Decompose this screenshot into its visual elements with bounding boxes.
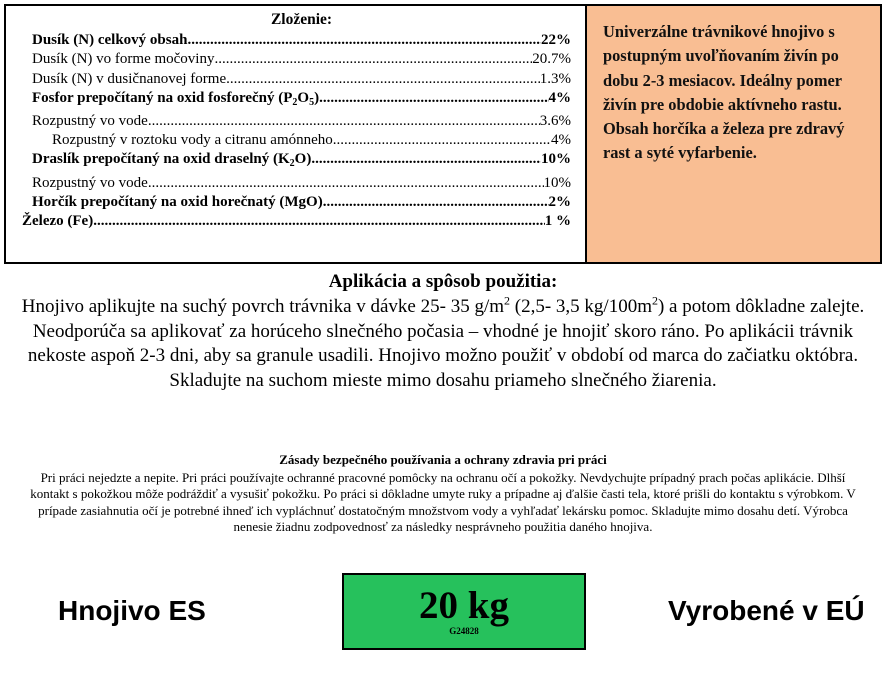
composition-row bbox=[32, 112, 571, 131]
superscript: 2 bbox=[504, 293, 511, 308]
row-label: Dusík (N) vo forme močoviny bbox=[32, 51, 215, 68]
composition-row bbox=[32, 31, 571, 50]
safety-text: Pri práci nejedzte a nepite. Pri práci používajte ochranné pracovné pomôcky na ochranu očí a pokožky. Nevdychujte prípadný prach počas aplikácie. Dlhší kontakt s pokožkou môže podráždiť a vysušiť pokožku. Po práci si dôkladne umyte ruky a prípadne aj ďalšie časti tela, ktoré prišli do kontaktu s výrobkom. V prípade zasiahnutia očí je potrebné ihneď ich vypláchnuť dostatočným množstvom vody a vyhľadať lekársku pomoc. Skladujte mimo dosahu detí. Výrobca nenesie žiadnu zodpovednosť za následky nesprávneho použitia daného hnojiva. bbox=[30, 470, 856, 535]
composition-row bbox=[32, 89, 571, 112]
composition-row bbox=[32, 131, 571, 150]
row-label: Rozpustný vo vode bbox=[32, 113, 148, 130]
row-value: 22% bbox=[541, 32, 571, 49]
application-text-part: ) a potom dôkladne zalejte. Neodporúča sa aplikovať za horúceho slnečného počasia – vhodné je hnojiť skoro ráno. Po aplikácii trávnik nekoste aspoň 2-3 dni, aby sa granule usadili. Hnojivo možno použiť v období od marca do začiatku októbra. Skladujte na suchom mieste mimo dosahu priameho slnečného žiarenia. bbox=[27, 296, 865, 391]
row-label: Železo (Fe) bbox=[22, 213, 94, 230]
composition-title: Zloženie: bbox=[270, 11, 333, 28]
row-value: 1.3% bbox=[539, 70, 571, 87]
product-code: G24828 bbox=[449, 626, 479, 636]
promo-box: Univerzálne trávnikové hnojivo s postupným uvoľňovaním živín po dobu 2-3 mesiacov. Ideálny pomer živín pre obdobie aktívneho rastu. Obsah horčíka a železa pre zdravý rast a syté vyfarbenie. bbox=[587, 6, 880, 262]
row-value: 20.7% bbox=[532, 51, 571, 68]
weight-value: 20 kg bbox=[419, 584, 509, 627]
row-label: Dusík (N) v dusičnanovej forme bbox=[32, 70, 227, 87]
row-value: 10% bbox=[541, 151, 571, 168]
composition-row bbox=[32, 50, 571, 69]
row-value: 10% bbox=[543, 174, 571, 191]
composition-panel bbox=[4, 4, 882, 264]
safety-title: Zásady bezpečného používania a ochrany zdravia pri práci bbox=[279, 452, 607, 467]
application-text-part: (2,5- 3,5 kg/100m bbox=[510, 296, 652, 317]
composition-row bbox=[32, 150, 571, 173]
row-value: 4% bbox=[548, 89, 571, 106]
row-value: 1 % bbox=[544, 213, 571, 230]
fertilizer-es-label: Hnojivo ES bbox=[58, 595, 206, 626]
application-title: Aplikácia a spôsob použitia: bbox=[328, 271, 558, 292]
row-label: Dusík (N) celkový obsah bbox=[32, 32, 188, 49]
row-label: Fosfor prepočítaný na oxid fosforečný $(P_2O_5)$ bbox=[32, 89, 320, 108]
composition-list bbox=[6, 6, 587, 262]
row-label: Horčík prepočítaný na oxid horečnatý (MgO) bbox=[32, 193, 323, 210]
made-in-eu-label: Vyrobené v EÚ bbox=[668, 595, 865, 626]
composition-row bbox=[22, 212, 571, 231]
row-label: Draslík prepočítaný na oxid draselný $(K_2O)$ bbox=[32, 151, 312, 170]
row-label: Rozpustný vo vode bbox=[32, 174, 148, 191]
row-value: 4% bbox=[551, 132, 571, 149]
row-value: 3.6% bbox=[539, 113, 571, 130]
composition-row bbox=[32, 70, 571, 89]
composition-row bbox=[32, 193, 571, 212]
composition-row bbox=[32, 174, 571, 193]
application-text-part: Hnojivo aplikujte na suchý povrch trávnika v dávke 25- 35 g/m bbox=[21, 296, 505, 317]
superscript: 2 bbox=[651, 293, 658, 308]
weight-badge bbox=[342, 573, 586, 650]
application-text bbox=[20, 295, 866, 393]
row-value: 2% bbox=[548, 193, 571, 210]
row-label: Rozpustný v roztoku vody a citranu amónneho bbox=[52, 132, 333, 149]
